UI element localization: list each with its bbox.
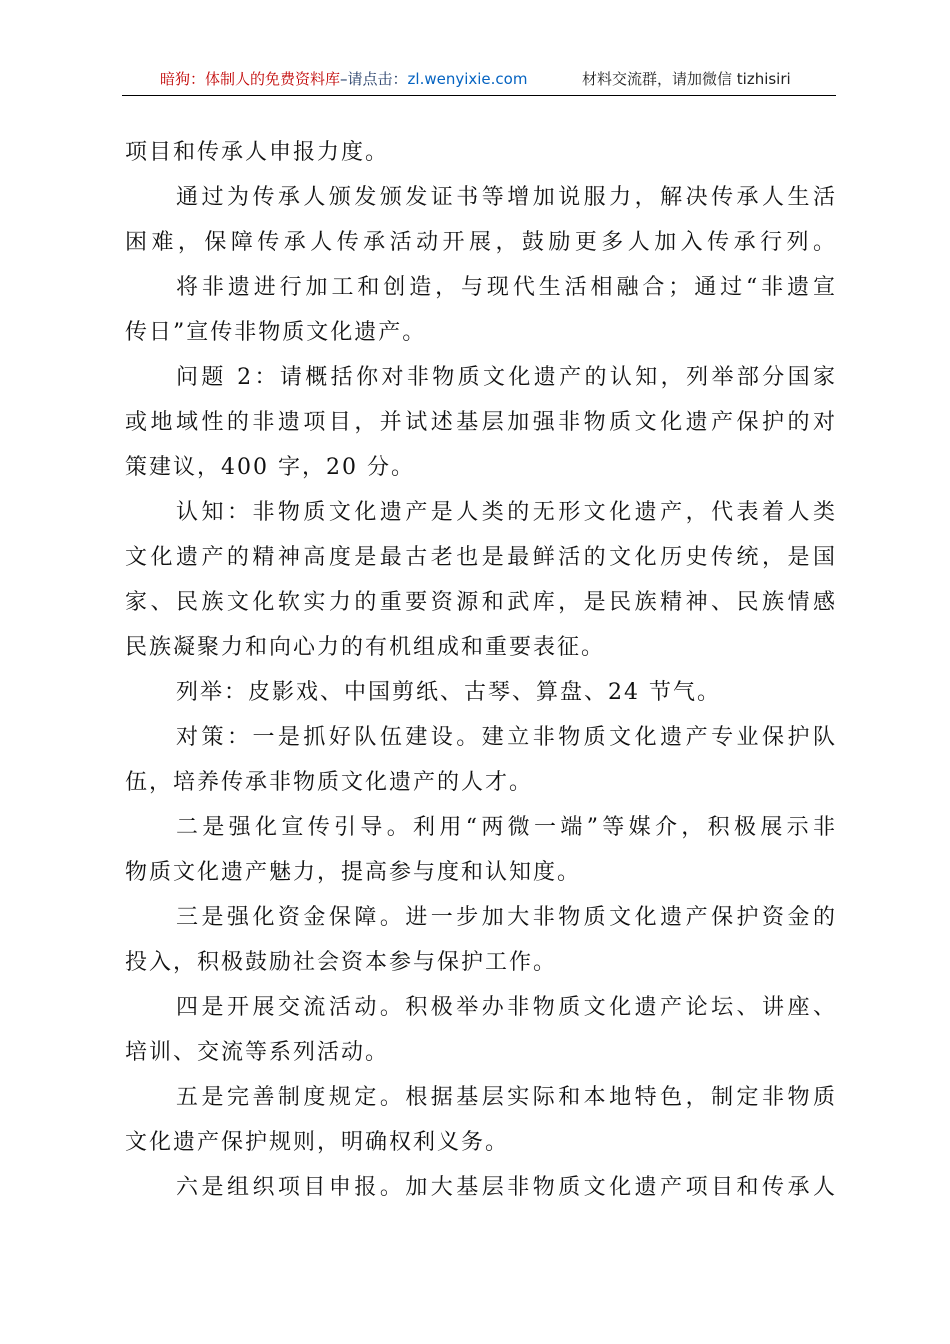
document-body [125,130,835,1210]
header-ad[interactable] [160,64,527,94]
text-line: 通过为传承人颁发颁发证书等增加说服力，解决传承人生活 [176,185,835,210]
text-line: 六是组织项目申报。加大基层非物质文化遗产项目和传承人 [176,1175,835,1200]
text-line: 民族凝聚力和向心力的有机组成和重要表征。 [125,635,606,660]
text-line: 文化遗产的精神高度是最古老也是最鲜活的文化历史传统，是国 [125,545,835,570]
text-line: 文化遗产保护规则，明确权利义务。 [125,1130,510,1155]
text-line: 三是强化资金保障。进一步加大非物质文化遗产保护资金的 [176,905,835,930]
text-line: 伍，培养传承非物质文化遗产的人才。 [125,770,534,795]
text-line: 五是完善制度规定。根据基层实际和本地特色，制定非物质 [176,1085,835,1110]
text-line: 物质文化遗产魅力，提高参与度和认知度。 [125,860,582,885]
header-rule [122,95,836,96]
page-header [122,64,836,96]
text-line: 认知：非物质文化遗产是人类的无形文化遗产，代表着人类 [176,500,835,525]
header-ad-title: 暗狗：体制人的免费资料库 [160,70,341,88]
text-line: 列举：皮影戏、中国剪纸、古琴、算盘、24 节气。 [176,680,721,705]
text-line: 问题 2：请概括你对非物质文化遗产的认知，列举部分国家 [176,365,835,390]
text-line: 或地域性的非遗项目，并试述基层加强非物质文化遗产保护的对 [125,410,835,435]
text-line: 项目和传承人申报力度。 [125,140,390,165]
text-line: 家、民族文化软实力的重要资源和武库，是民族精神、民族情感 [125,590,835,615]
text-line: 策建议，400 字，20 分。 [125,455,415,480]
text-line: 投入，积极鼓励社会资本参与保护工作。 [125,950,558,975]
text-line: 传日”宣传非物质文化遗产。 [125,320,427,345]
text-line: 困难，保障传承人传承活动开展，鼓励更多人加入传承行列。 [125,230,835,255]
header-ad-prompt: –请点击： [340,70,408,88]
text-line: 培训、交流等系列活动。 [125,1040,390,1065]
header-group-note: 材料交流群，请加微信 tizhisiri [582,70,791,88]
text-line: 将非遗进行加工和创造，与现代生活相融合；通过“非遗宣 [176,275,835,300]
header-ad-link[interactable]: zl.wenyixie.com [407,70,528,88]
text-line: 四是开展交流活动。积极举办非物质文化遗产论坛、讲座、 [176,995,835,1020]
text-line: 二是强化宣传引导。利用“两微一端”等媒介，积极展示非 [176,815,835,840]
text-line: 对策：一是抓好队伍建设。建立非物质文化遗产专业保护队 [176,725,835,750]
